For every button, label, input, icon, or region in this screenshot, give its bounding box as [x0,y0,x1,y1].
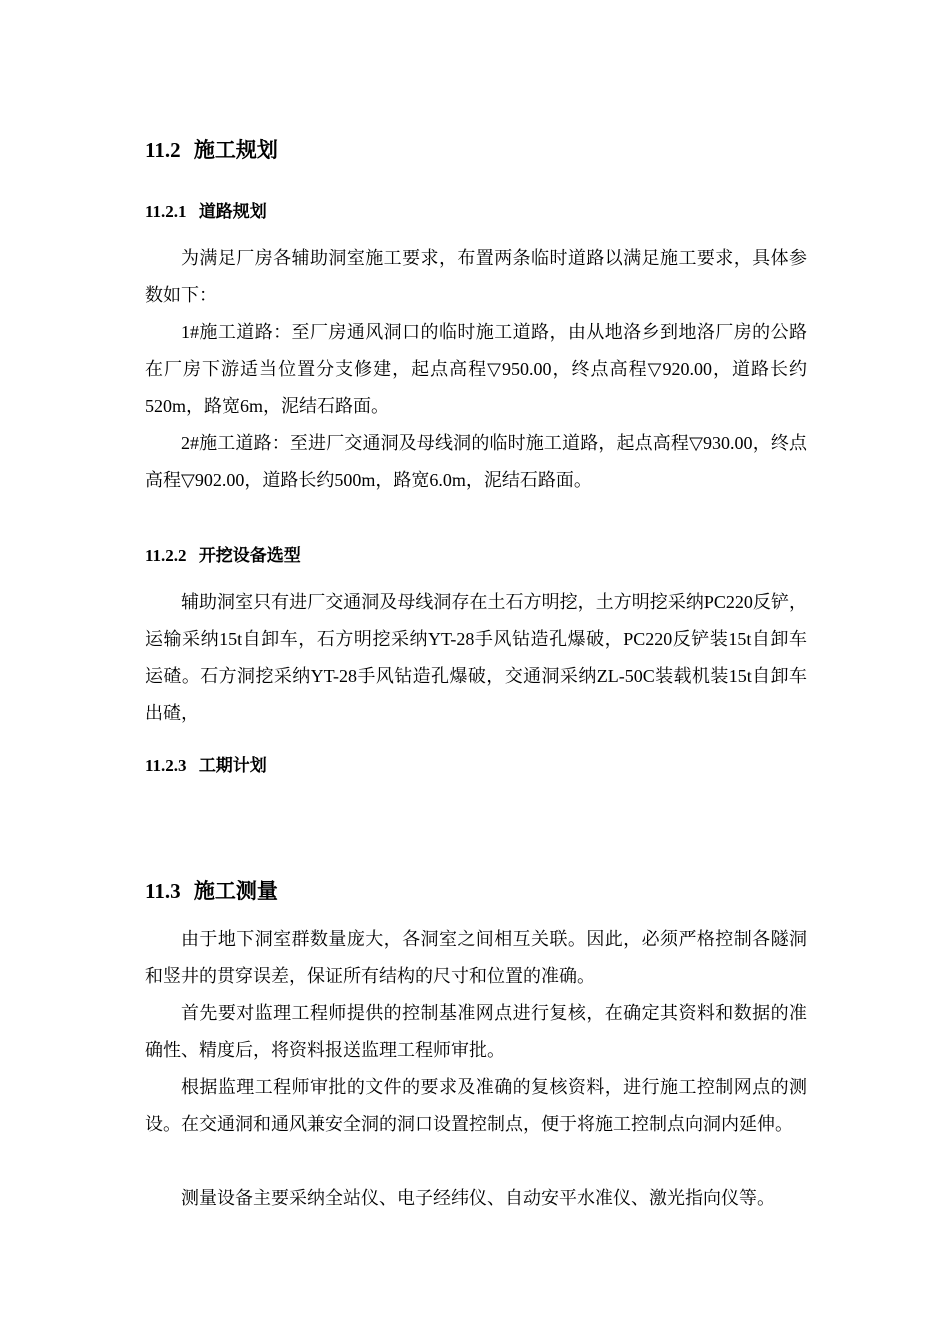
paragraph: 2#施工道路：至进厂交通洞及母线洞的临时施工道路，起点高程▽930.00，终点高程▽902.00，道路长约500m，路宽6.0m，泥结石路面。 [145,433,807,490]
section-number: 11.2 [145,138,181,162]
paragraph: 1#施工道路：至厂房通风洞口的临时施工道路，由从地洛乡到地洛厂房的公路在厂房下游适当位置分支修建，起点高程▽950.00，终点高程▽920.00，道路长约520m，路宽6m，泥结石路面。 [145,322,807,416]
subsection-title: 工期计划 [198,756,267,775]
paragraph: 为满足厂房各辅助洞室施工要求，布置两条临时道路以满足施工要求，具体参数如下： [145,248,807,305]
section-title: 施工测量 [193,879,278,903]
section-number: 11.3 [145,879,181,903]
paragraph: 由于地下洞室群数量庞大，各洞室之间相互关联。因此，必须严格控制各隧洞和竖井的贯穿误差，保证所有结构的尺寸和位置的准确。 [145,929,807,986]
paragraph: 测量设备主要采纳全站仪、电子经纬仪、自动安平水准仪、激光指向仪等。 [181,1188,775,1208]
subsection-title: 道路规划 [198,202,267,221]
subsection-heading-11-2-3 [145,754,267,778]
subsection-number: 11.2.1 [145,202,187,221]
subsection-number: 11.2.3 [145,756,187,775]
section-heading-11-3 [145,877,278,905]
paragraph: 辅助洞室只有进厂交通洞及母线洞存在土石方明挖，土方明挖采纳PC220反铲，运输采纳15t自卸车，石方明挖采纳YT-28手风钻造孔爆破，PC220反铲装15t自卸车运碴。石方洞挖采纳YT-28手风钻造孔爆破，交通洞采纳ZL-50C装载机装15t自卸车出碴， [145,592,807,723]
paragraph: 根据监理工程师审批的文件的要求及准确的复核资料，进行施工控制网点的测设。在交通洞和通风兼安全洞的洞口设置控制点，便于将施工控制点向洞内延伸。 [145,1077,807,1134]
paragraph: 首先要对监理工程师提供的控制基准网点进行复核，在确定其资料和数据的准确性、精度后，将资料报送监理工程师审批。 [145,1003,807,1060]
section-heading-11-2 [145,136,278,164]
subsection-heading-11-2-1 [145,200,267,224]
subsection-heading-11-2-2 [145,544,301,568]
section-title: 施工规划 [193,138,278,162]
subsection-title: 开挖设备选型 [198,546,301,565]
subsection-number: 11.2.2 [145,546,187,565]
